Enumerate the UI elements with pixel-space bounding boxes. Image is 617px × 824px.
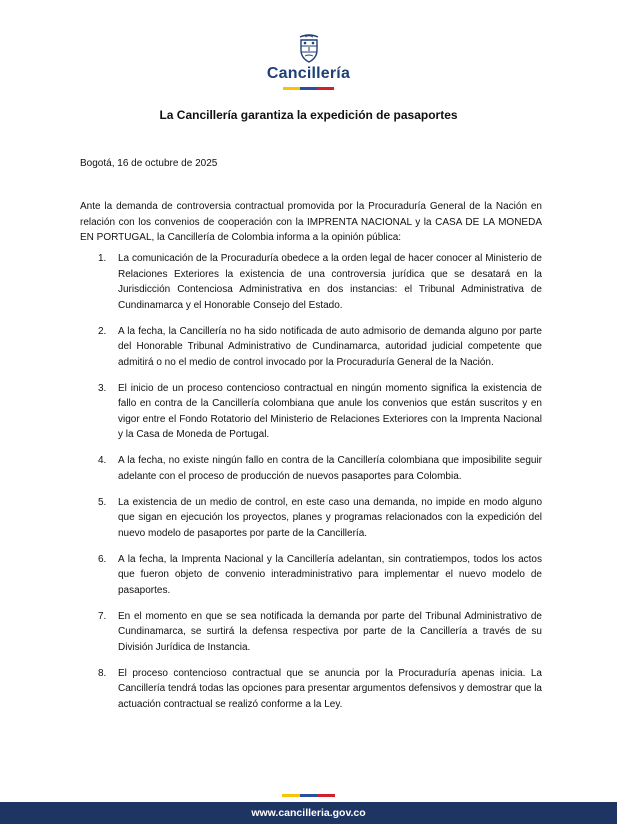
list-item-number: 8. <box>98 667 107 679</box>
flag-stripe-yellow <box>283 87 300 90</box>
flag-stripe-red <box>317 87 334 90</box>
cancilleria-logo <box>0 34 617 90</box>
list-item <box>80 251 542 313</box>
list-item-text: A la fecha, la Cancillería no ha sido notificada de auto admisorio de demanda alguno por parte del Honorable Tribunal Administrativo de Cundinamarca, autoridad judicial competente que admitirá o no el medio de control invocado por la Procuraduría General de la Nación. <box>118 325 542 368</box>
list-item <box>80 453 542 484</box>
list-item <box>80 381 542 443</box>
list-item <box>80 495 542 542</box>
list-item-number: 4. <box>98 455 107 466</box>
list-item-text: La comunicación de la Procuraduría obedece a la orden legal de hacer conocer al Ministerio de Relaciones Exteriores la existencia de una controversia jurídica que se desatará en la Jurisdicción Contenciosa Administrativa en dos instancias: el Tribunal Administrativa de Cundinamarca y el Honorable Consejo del Estado. <box>118 253 542 311</box>
list-item-text: El proceso contencioso contractual que se anuncia por la Procuraduría apenas inicia. La Cancillería tendrá todas las opciones para presentar argumentos defensivos y demostrar que la actuación contractual se realizó conforme a la Ley. <box>118 667 542 710</box>
footer-url-link[interactable]: www.cancilleria.gov.co <box>251 807 366 819</box>
list-item-number: 2. <box>98 325 107 337</box>
list-item-number: 5. <box>98 496 107 508</box>
flag-stripe-red <box>317 794 335 797</box>
footer-bar <box>0 802 617 824</box>
list-item <box>80 552 542 599</box>
flag-stripe <box>283 87 335 90</box>
list-item <box>80 666 542 713</box>
flag-stripe-yellow <box>282 794 300 797</box>
list-item-number: 1. <box>98 253 107 264</box>
list-item-number: 7. <box>98 610 107 622</box>
document-date: Bogotá, 16 de octubre de 2025 <box>80 158 218 169</box>
coat-of-arms-icon <box>296 34 322 64</box>
flag-stripe-blue <box>300 794 318 797</box>
intro-paragraph: Ante la demanda de controversia contractual promovida por la Procuraduría General de la Nación en relación con los convenios de cooperación con la IMPRENTA NACIONAL y la CASA DE LA MONEDA EN PORTUGAL, la Cancillería de Colombia informa a la opinión pública: <box>80 201 542 243</box>
list-item <box>80 609 542 656</box>
flag-stripe-blue <box>300 87 317 90</box>
list-item-text: La existencia de un medio de control, en este caso una demanda, no impide en modo alguno que sigan en ejecución los proyectos, planes y programas relacionados con la expedición del nuevo modelo de pasaportes por parte de la Cancillería. <box>118 496 542 539</box>
list-item-number: 3. <box>98 382 107 394</box>
brand-name: Cancillería <box>266 65 351 82</box>
list-item <box>80 324 542 371</box>
list-item-number: 6. <box>98 553 107 565</box>
list-item-text: A la fecha, no existe ningún fallo en contra de la Cancillería colombiana que imposibilite seguir adelante con el proceso de producción de nuevos pasaportes para Colombia. <box>118 455 542 482</box>
list-item-text: En el momento en que se sea notificada la demanda por parte del Tribunal Administrativo de Cundinamarca, se surtirá la defensa respectiva por parte de la Cancillería a través de su División Jurídica de Instancia. <box>118 610 542 653</box>
statement-list <box>80 251 542 723</box>
footer-flag-stripe <box>282 794 335 797</box>
list-item-text: El inicio de un proceso contencioso contractual en ningún momento significa la existencia de fallo en contra de la Cancillería colombiana que anule los convenios que están suscritos y en vigor entre el Fondo Rotatorio del Ministerio de Relaciones Exteriores con la Imprenta Nacional y la Casa de Moneda de Portugal. <box>118 382 542 440</box>
list-item-text: A la fecha, la Imprenta Nacional y la Cancillería adelantan, sin contratiempos, todos los actos que fueron objeto de convenio interadministrativo para implementar el nuevo modelo de pasaportes. <box>118 553 542 596</box>
document-title: La Cancillería garantiza la expedición de pasaportes <box>159 108 458 122</box>
